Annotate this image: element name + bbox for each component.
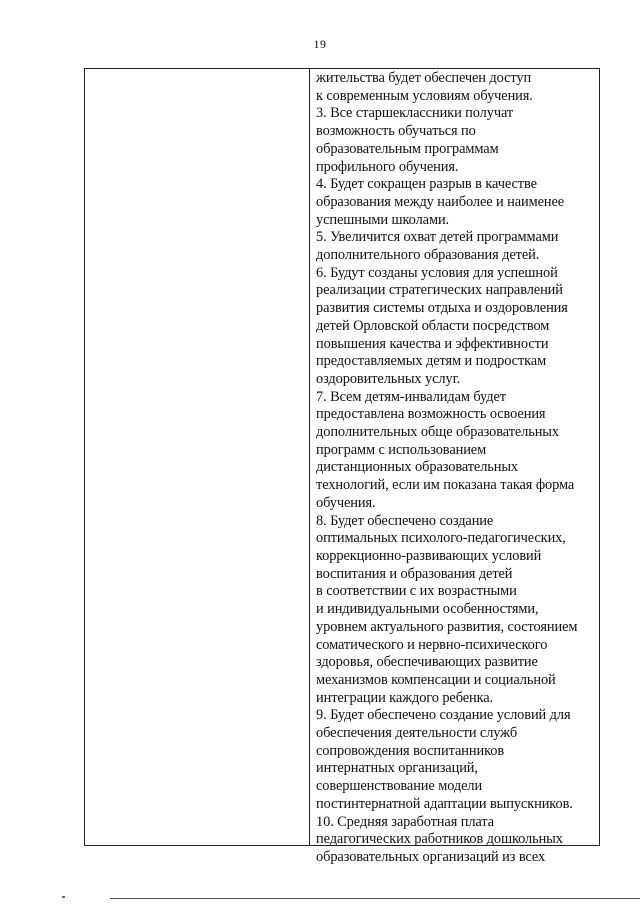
text-line: интеграции каждого ребенка. — [316, 689, 494, 706]
text-line: в соответствии с их возрастными — [316, 583, 517, 600]
text-line: 7. Всем детям-инвалидам будет — [316, 388, 506, 405]
text-line: здоровья, обеспечивающих развитие — [316, 654, 538, 671]
text-line: 4. Будет сокращен разрыв в качестве — [316, 176, 537, 193]
text-line: возможность обучаться по — [316, 123, 476, 140]
text-line: успешными школами. — [316, 211, 450, 228]
document-table — [84, 68, 600, 865]
table-left-cell — [85, 69, 309, 845]
text-line: детей Орловской области посредством — [316, 317, 550, 334]
text-line: к современным условиям обучения. — [316, 87, 533, 104]
text-line: 5. Увеличится охват детей программами — [316, 229, 559, 246]
text-line: обучения. — [316, 494, 376, 511]
text-line: обеспечения деятельности служб — [316, 725, 518, 742]
text-line: дополнительных обще образовательных — [316, 424, 559, 441]
text-line: повышения качества и эффективности — [316, 335, 549, 352]
text-line: образовательных организаций из всех — [316, 848, 546, 865]
text-line: оптимальных психолого-педагогических, — [316, 530, 566, 547]
text-line: предоставляемых детям и подросткам — [316, 353, 547, 370]
text-line: воспитания и образования детей — [316, 565, 513, 582]
text-line: сопровождения воспитанников — [316, 742, 505, 759]
text-line: уровнем актуального развития, состоянием — [316, 618, 578, 635]
text-line: оздоровительных услуг. — [316, 370, 461, 387]
text-line: образования между наиболее и наименее — [316, 193, 565, 210]
column-divider — [309, 69, 310, 845]
text-line: предоставлена возможность освоения — [316, 406, 546, 423]
text-line: профильного обучения. — [316, 158, 459, 175]
text-line: педагогических работников дошкольных — [316, 831, 563, 848]
text-line: 6. Будут созданы условия для успешной — [316, 264, 558, 281]
text-line: программ с использованием — [316, 441, 487, 458]
page-bottom-rule — [110, 898, 640, 899]
text-line: интернатных организаций, — [316, 760, 478, 777]
text-line: и индивидуальными особенностями, — [316, 601, 539, 618]
text-line: 8. Будет обеспечено создание — [316, 512, 494, 529]
text-line: жительства будет обеспечен доступ — [316, 70, 532, 86]
text-line: дистанционных образовательных — [316, 459, 519, 476]
text-line: 9. Будет обеспечено создание условий для — [316, 707, 571, 724]
text-line: дополнительного образования детей. — [316, 247, 540, 264]
text-line: 3. Все старшеклассники получат — [316, 105, 514, 122]
text-line: соматического и нервно-психического — [316, 636, 548, 653]
page-number: 19 — [313, 37, 327, 51]
text-line: технологий, если им показана такая форма — [316, 477, 575, 494]
text-line: реализации стратегических направлений — [316, 282, 563, 299]
text-line: развития системы отдыха и оздоровления — [316, 300, 568, 317]
table-right-cell — [316, 70, 599, 865]
text-line: образовательным программам — [316, 140, 499, 157]
text-line: механизмов компенсации и социальной — [316, 671, 556, 688]
text-line: коррекционно-развивающих условий — [316, 547, 542, 564]
text-line: совершенствование модели — [316, 778, 483, 795]
text-line: постинтернатной адаптации выпускников. — [316, 795, 573, 812]
text-line: 10. Средняя заработная плата — [316, 813, 494, 830]
scan-mark — [62, 896, 65, 898]
